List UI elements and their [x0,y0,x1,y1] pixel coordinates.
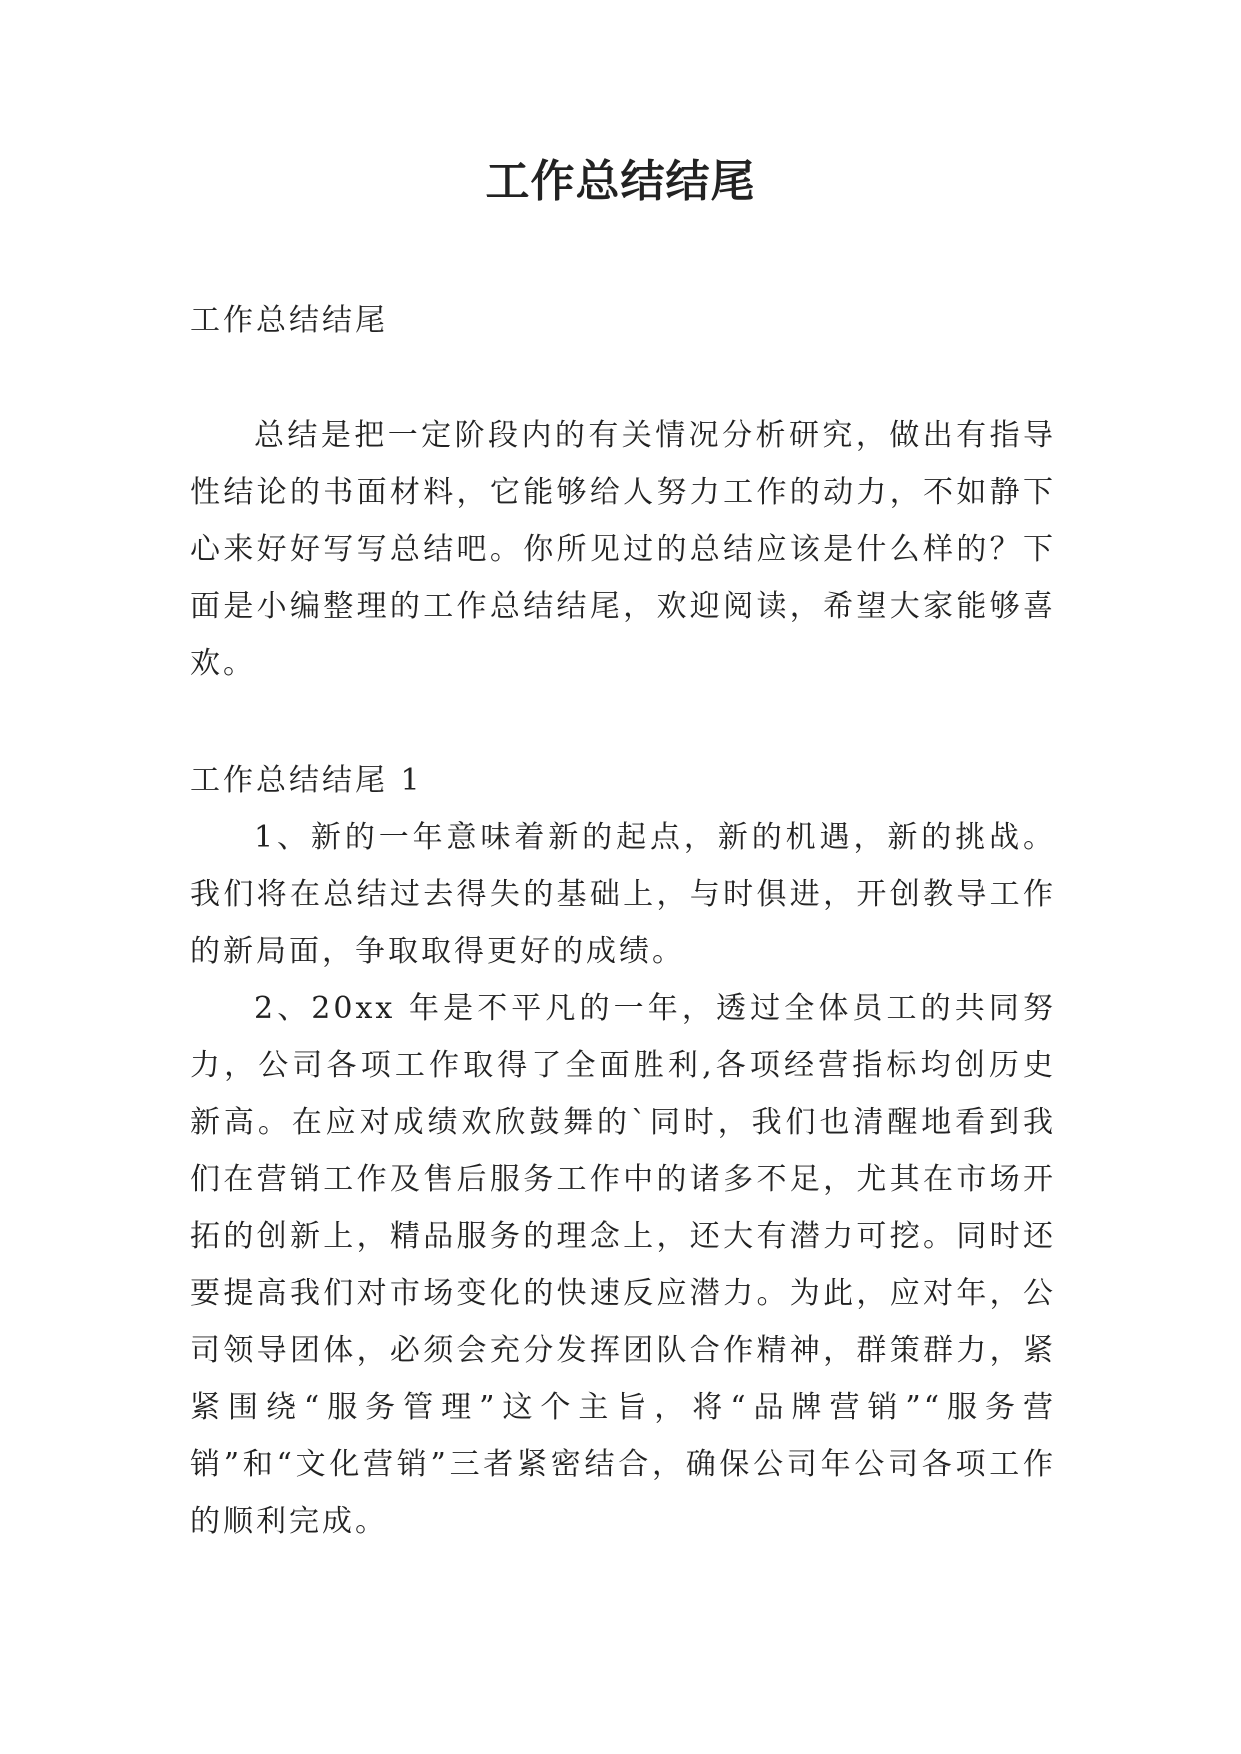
body-paragraph-1: 1、新的一年意味着新的起点，新的机遇，新的挑战。我们将在总结过去得失的基础上，与时俱进，开创教导工作的新局面，争取取得更好的成绩。 [190,820,1056,969]
intro-paragraph: 总结是把一定阶段内的有关情况分析研究，做出有指导性结论的书面材料，它能够给人努力工作的动力，不如静下心来好好写写总结吧。你所见过的总结应该是什么样的？下面是小编整理的工作总结结尾，欢迎阅读，希望大家能够喜欢。 [190,418,1056,681]
body-paragraph-2: 2、20xx 年是不平凡的一年，透过全体员工的共同努力，公司各项工作取得了全面胜利,各项经营指标均创历史新高。在应对成绩欢欣鼓舞的`同时，我们也清醒地看到我们在营销工作及售后服务工作中的诸多不足，尤其在市场开拓的创新上，精品服务的理念上，还大有潜力可挖。同时还要提高我们对市场变化的快速反应潜力。为此，应对年，公司领导团体，必须会充分发挥团队合作精神，群策群力，紧紧围绕“服务管理”这个主旨，将“品牌营销”“服务营销”和“文化营销”三者紧密结合，确保公司年公司各项工作的顺利完成。 [190,991,1056,1539]
document-subtitle: 工作总结结尾 [190,303,388,338]
section-heading: 工作总结结尾 1 [190,763,423,798]
document-title: 工作总结结尾 [485,156,756,207]
